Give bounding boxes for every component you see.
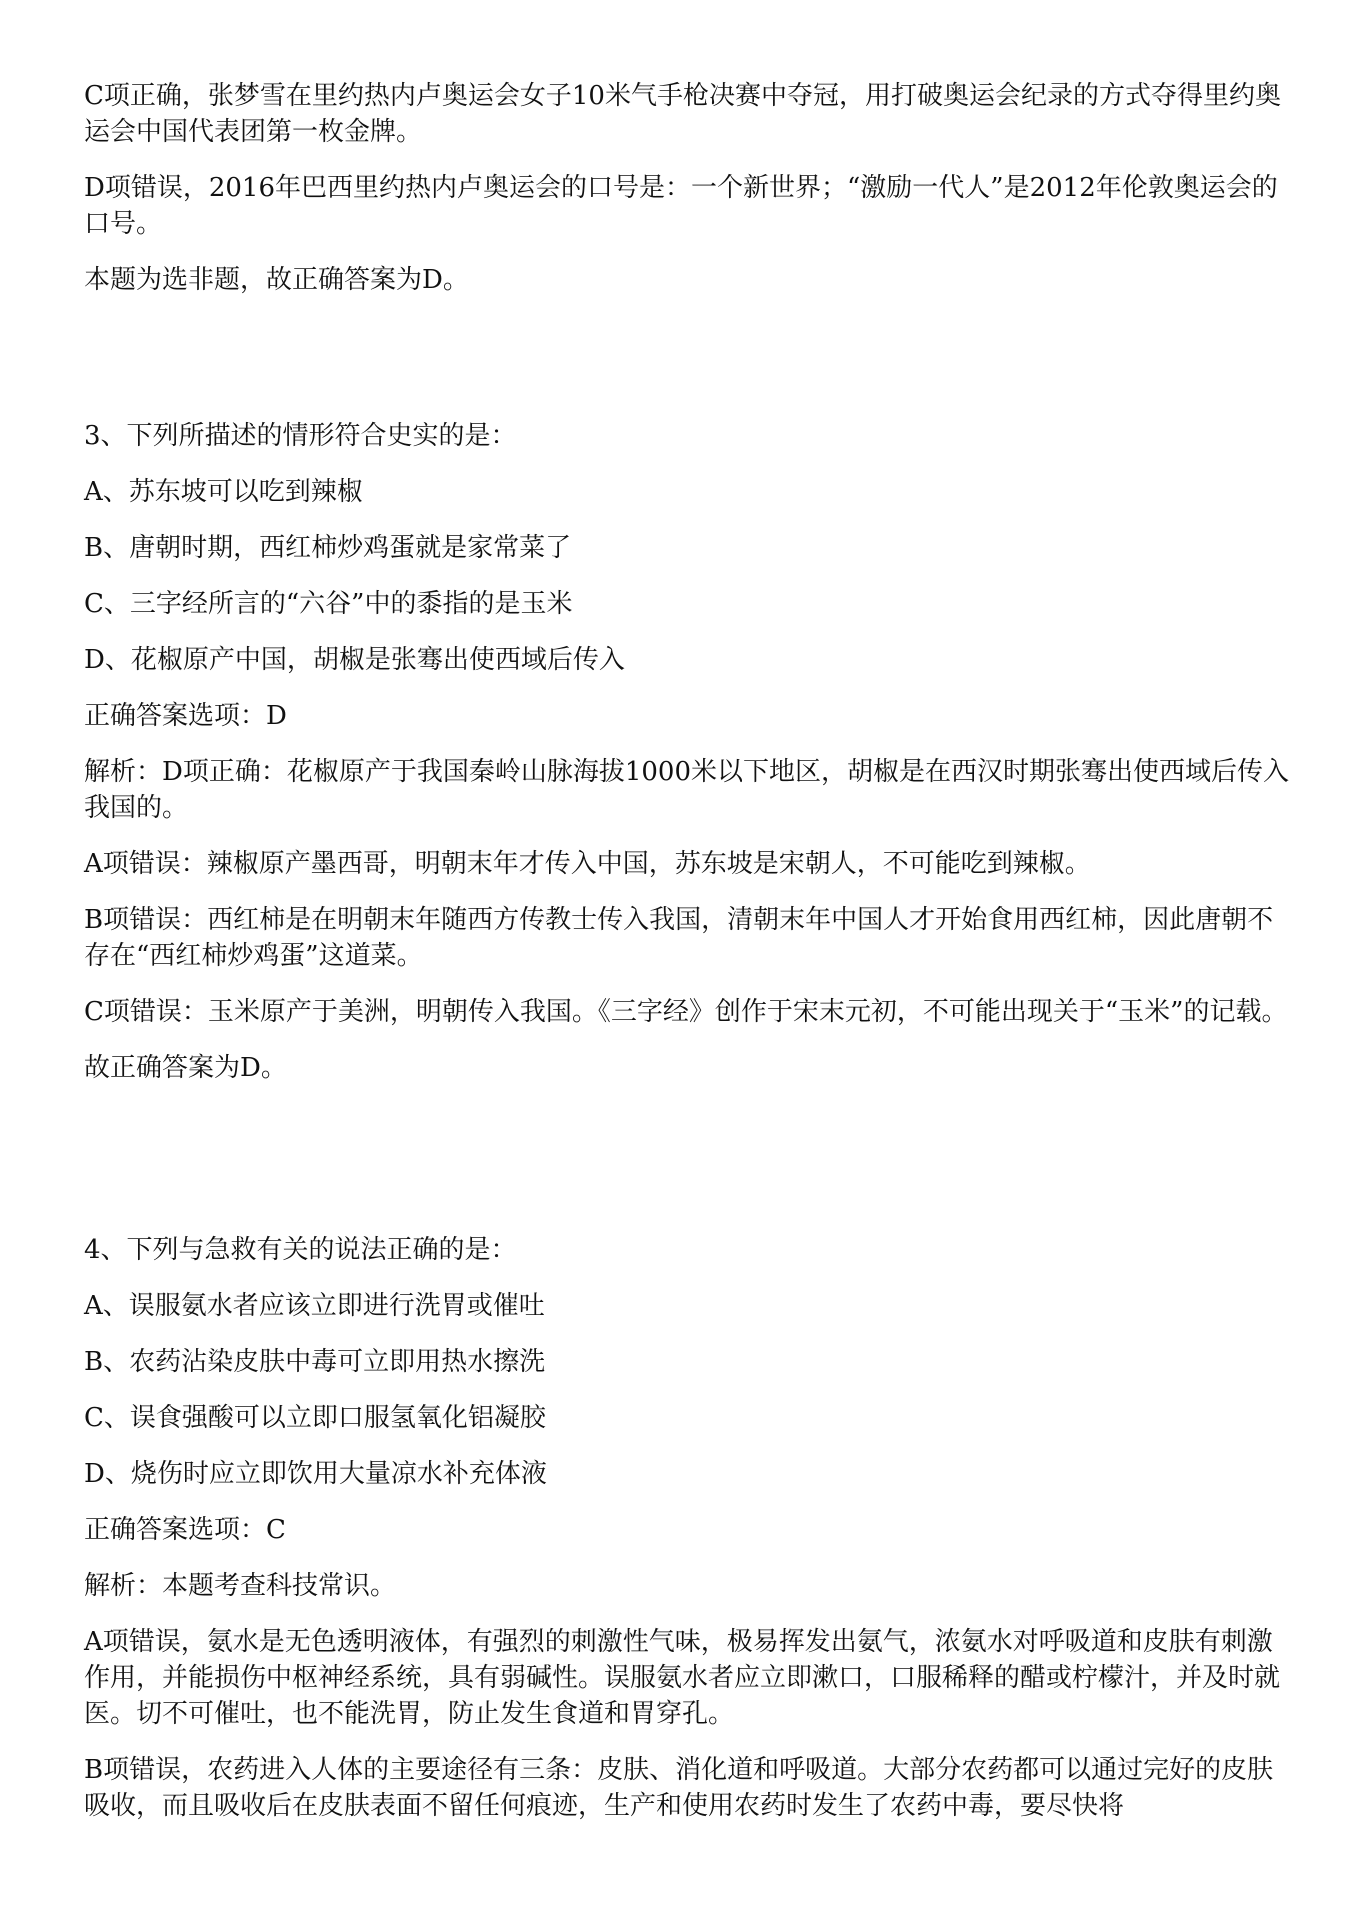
q4-b-explanation: B项错误，农药进入人体的主要途径有三条：皮肤、消化道和呼吸道。大部分农药都可以通过完好的皮肤吸收，而且吸收后在皮肤表面不留任何痕迹，生产和使用农药时发生了农药中毒，要尽快将 bbox=[84, 1755, 1274, 1821]
q4-option-c: C、误食强酸可以立即口服氢氧化铝凝胶 bbox=[84, 1403, 546, 1433]
q2-c-explanation: C项正确，张梦雪在里约热内卢奥运会女子10米气手枪决赛中夺冠，用打破奥运会纪录的方式夺得里约奥运会中国代表团第一枚金牌。 bbox=[84, 81, 1281, 147]
q3-answer: 正确答案选项：D bbox=[84, 701, 287, 731]
q3-option-d: D、花椒原产中国，胡椒是张骞出使西域后传入 bbox=[84, 645, 625, 675]
section-gap bbox=[84, 1106, 1292, 1232]
q2-conclusion: 本题为选非题，故正确答案为D。 bbox=[84, 265, 469, 295]
q3-b-explanation: B项错误：西红柿是在明朝末年随西方传教士传入我国，清朝末年中国人才开始食用西红柿，因此唐朝不存在“西红柿炒鸡蛋”这道菜。 bbox=[84, 905, 1274, 971]
q3-a-explanation: A项错误：辣椒原产墨西哥，明朝末年才传入中国，苏东坡是宋朝人，不可能吃到辣椒。 bbox=[84, 849, 1091, 879]
section-gap bbox=[84, 318, 1292, 418]
q2-d-explanation: D项错误，2016年巴西里约热内卢奥运会的口号是：一个新世界；“激励一代人”是2012年伦敦奥运会的口号。 bbox=[84, 173, 1278, 239]
q3-analysis: 解析：D项正确：花椒原产于我国秦岭山脉海拔1000米以下地区，胡椒是在西汉时期张骞出使西域后传入我国的。 bbox=[84, 757, 1290, 823]
q3-option-c: C、三字经所言的“六谷”中的黍指的是玉米 bbox=[84, 589, 573, 619]
document-page bbox=[84, 78, 1292, 1844]
q3-c-explanation: C项错误：玉米原产于美洲，明朝传入我国。《三字经》创作于宋末元初，不可能出现关于“玉米”的记载。 bbox=[84, 997, 1288, 1027]
q3-option-b: B、唐朝时期，西红柿炒鸡蛋就是家常菜了 bbox=[84, 533, 572, 563]
q4-option-d: D、烧伤时应立即饮用大量凉水补充体液 bbox=[84, 1459, 547, 1489]
q4-a-explanation: A项错误，氨水是无色透明液体，有强烈的刺激性气味，极易挥发出氨气，浓氨水对呼吸道和皮肤有刺激作用，并能损伤中枢神经系统，具有弱碱性。误服氨水者应立即漱口，口服稀释的醋或柠檬汁，并及时就医。切不可催吐，也不能洗胃，防止发生食道和胃穿孔。 bbox=[84, 1627, 1281, 1729]
q4-question: 4、下列与急救有关的说法正确的是： bbox=[84, 1235, 517, 1265]
q4-option-b: B、农药沾染皮肤中毒可立即用热水擦洗 bbox=[84, 1347, 546, 1377]
q3-question: 3、下列所描述的情形符合史实的是： bbox=[84, 421, 517, 451]
q4-analysis: 解析：本题考查科技常识。 bbox=[84, 1571, 397, 1601]
q3-option-a: A、苏东坡可以吃到辣椒 bbox=[84, 477, 363, 507]
q3-conclusion: 故正确答案为D。 bbox=[84, 1053, 287, 1083]
q4-option-a: A、误服氨水者应该立即进行洗胃或催吐 bbox=[84, 1291, 545, 1321]
q4-answer: 正确答案选项：C bbox=[84, 1515, 286, 1545]
